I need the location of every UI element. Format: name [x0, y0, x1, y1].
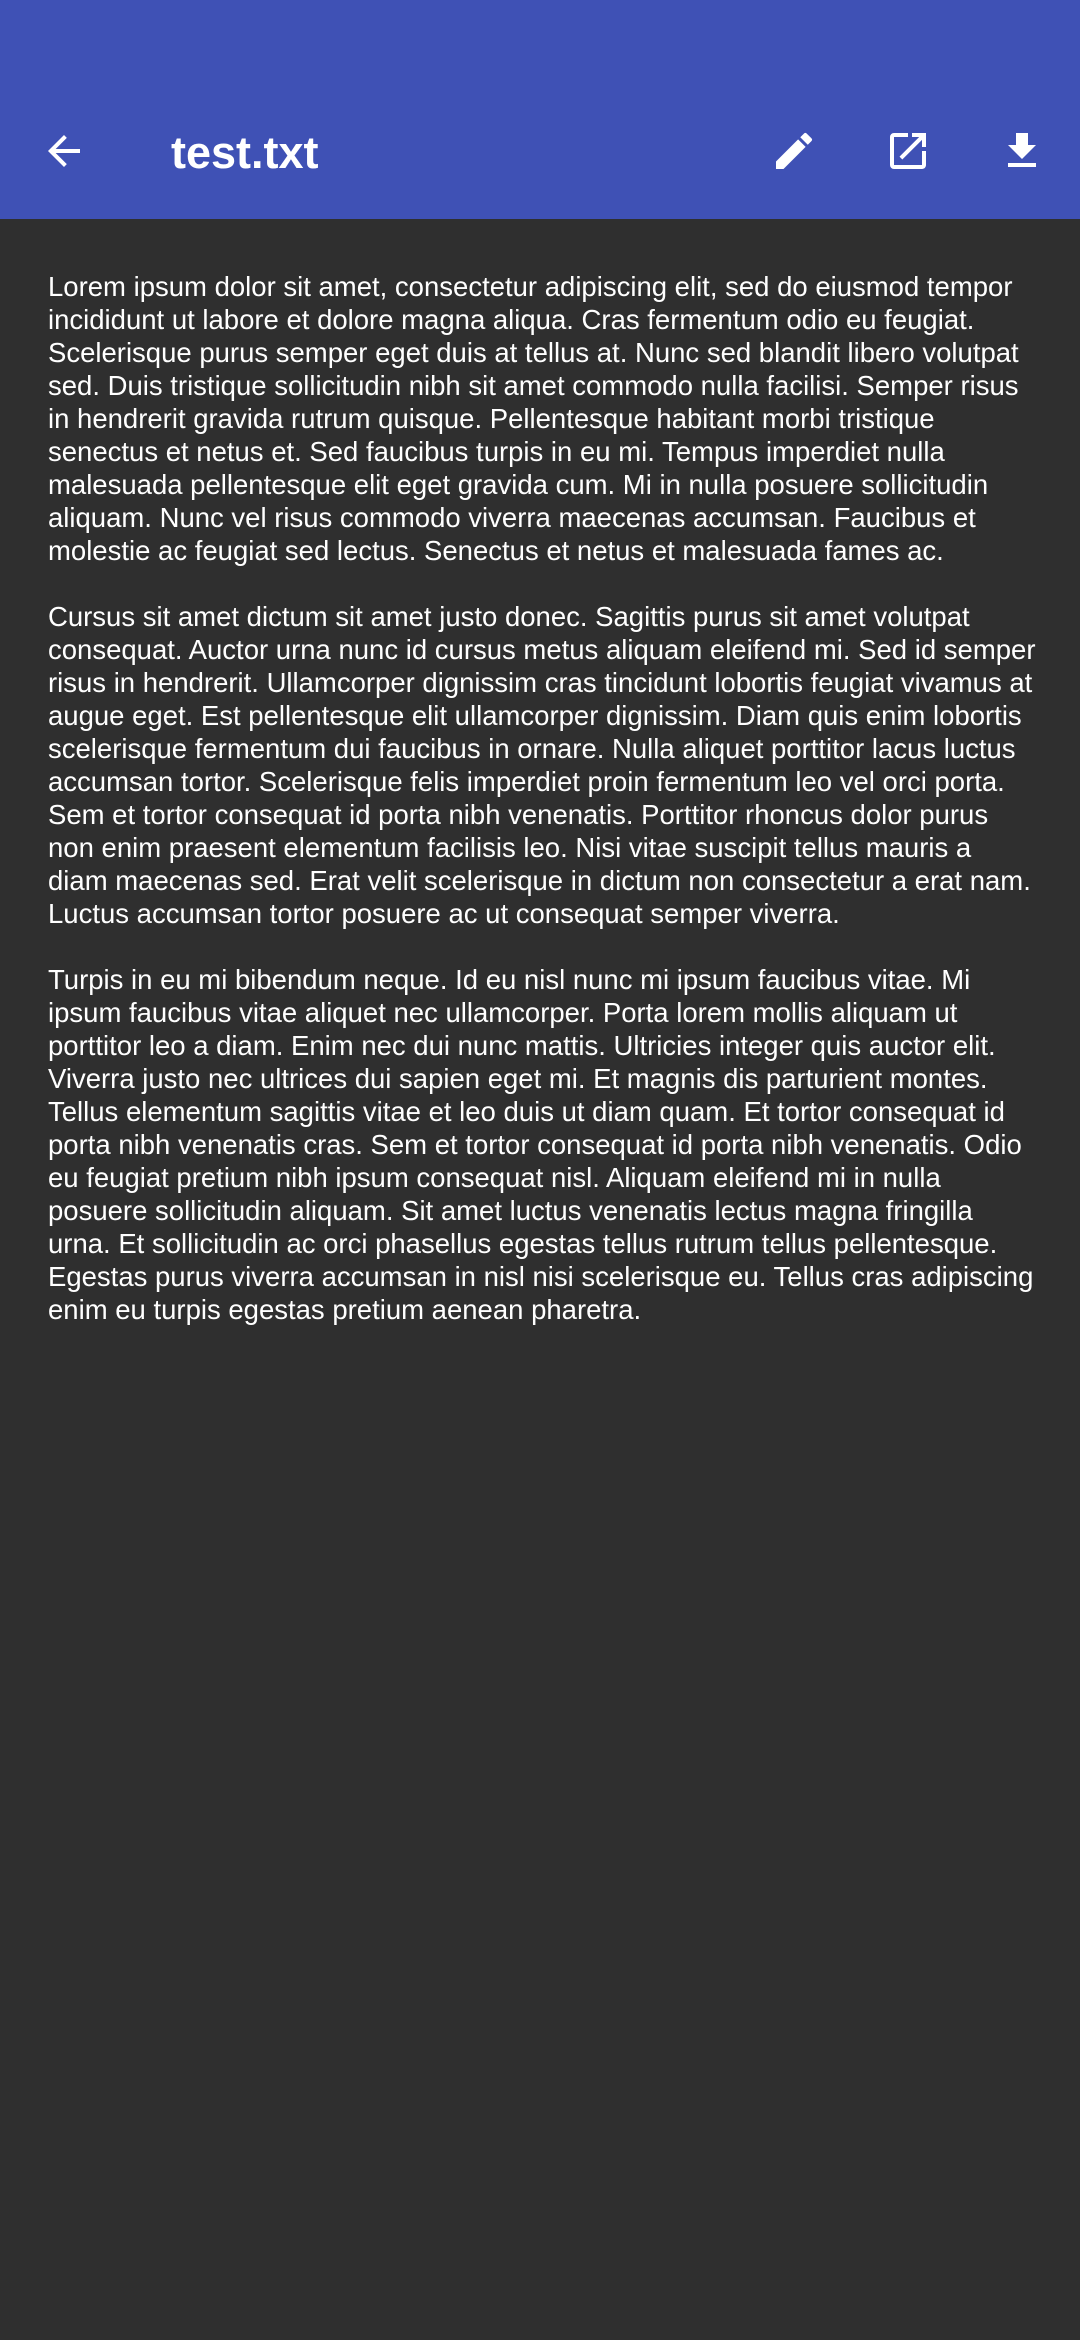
back-button[interactable]	[16, 103, 112, 199]
download-button[interactable]	[974, 103, 1070, 199]
paragraph: Lorem ipsum dolor sit amet, consectetur adipiscing elit, sed do eiusmod tempor incididunt ut labore et dolore magna aliqua. Cras fermentum odio eu feugiat. Scelerisque purus semper eget duis at tellus at. Nunc sed blandit libero volutpat sed. Duis tristique sollicitudin nibh sit amet commodo nulla facilisi. Semper risus in hendrerit gravida rutrum quisque. Pellentesque habitant morbi tristique senectus et netus et. Sed faucibus turpis in eu mi. Tempus imperdiet nulla malesuada pellentesque elit eget gravida cum. Mi in nulla posuere sollicitudin aliquam. Nunc vel risus commodo viverra maecenas accumsan. Faucibus et molestie ac feugiat sed lectus. Senectus et netus et malesuada fames ac.	[48, 271, 1019, 566]
open-in-new-icon	[884, 127, 932, 175]
edit-button[interactable]	[746, 103, 842, 199]
download-icon	[998, 127, 1046, 175]
status-bar	[0, 0, 1080, 84]
pencil-icon	[770, 127, 818, 175]
arrow-back-icon	[40, 127, 88, 175]
open-external-button[interactable]	[860, 103, 956, 199]
document-content	[48, 270, 1038, 1359]
toolbar	[0, 84, 1080, 219]
paragraph: Turpis in eu mi bibendum neque. Id eu nisl nunc mi ipsum faucibus vitae. Mi ipsum faucibus vitae aliquet nec ullamcorper. Porta lorem mollis aliquam ut porttitor leo a diam. Enim nec dui nunc mattis. Ultricies integer quis auctor elit. Viverra justo nec ultrices dui sapien eget mi. Et magnis dis parturient montes. Tellus elementum sagittis vitae et leo duis ut diam quam. Et tortor consequat id porta nibh venenatis cras. Sem et tortor consequat id porta nibh venenatis. Odio eu feugiat pretium nibh ipsum consequat nisl. Aliquam eleifend mi in nulla posuere sollicitudin aliquam. Sit amet luctus venenatis lectus magna fringilla urna. Et sollicitudin ac orci phasellus egestas tellus rutrum tellus pellentesque. Egestas purus viverra accumsan in nisl nisi scelerisque eu. Tellus cras adipiscing enim eu turpis egestas pretium aenean pharetra.	[48, 964, 1034, 1325]
page-title: test.txt	[171, 127, 319, 178]
app-bar	[0, 0, 1080, 219]
paragraph: Cursus sit amet dictum sit amet justo donec. Sagittis purus sit amet volutpat consequat. Auctor urna nunc id cursus metus aliquam eleifend mi. Sed id semper risus in hendrerit. Ullamcorper dignissim cras tincidunt lobortis feugiat vivamus at augue eget. Est pellentesque elit ullamcorper dignissim. Diam quis enim lobortis scelerisque fermentum dui faucibus in ornare. Nulla aliquet porttitor lacus luctus accumsan tortor. Scelerisque felis imperdiet proin fermentum leo vel orci porta. Sem et tortor consequat id porta nibh venenatis. Porttitor rhoncus dolor purus non enim praesent elementum facilisis leo. Nisi vitae suscipit tellus mauris a diam maecenas sed. Erat velit scelerisque in dictum non consectetur a erat nam. Luctus accumsan tortor posuere ac ut consequat semper viverra.	[48, 601, 1036, 929]
